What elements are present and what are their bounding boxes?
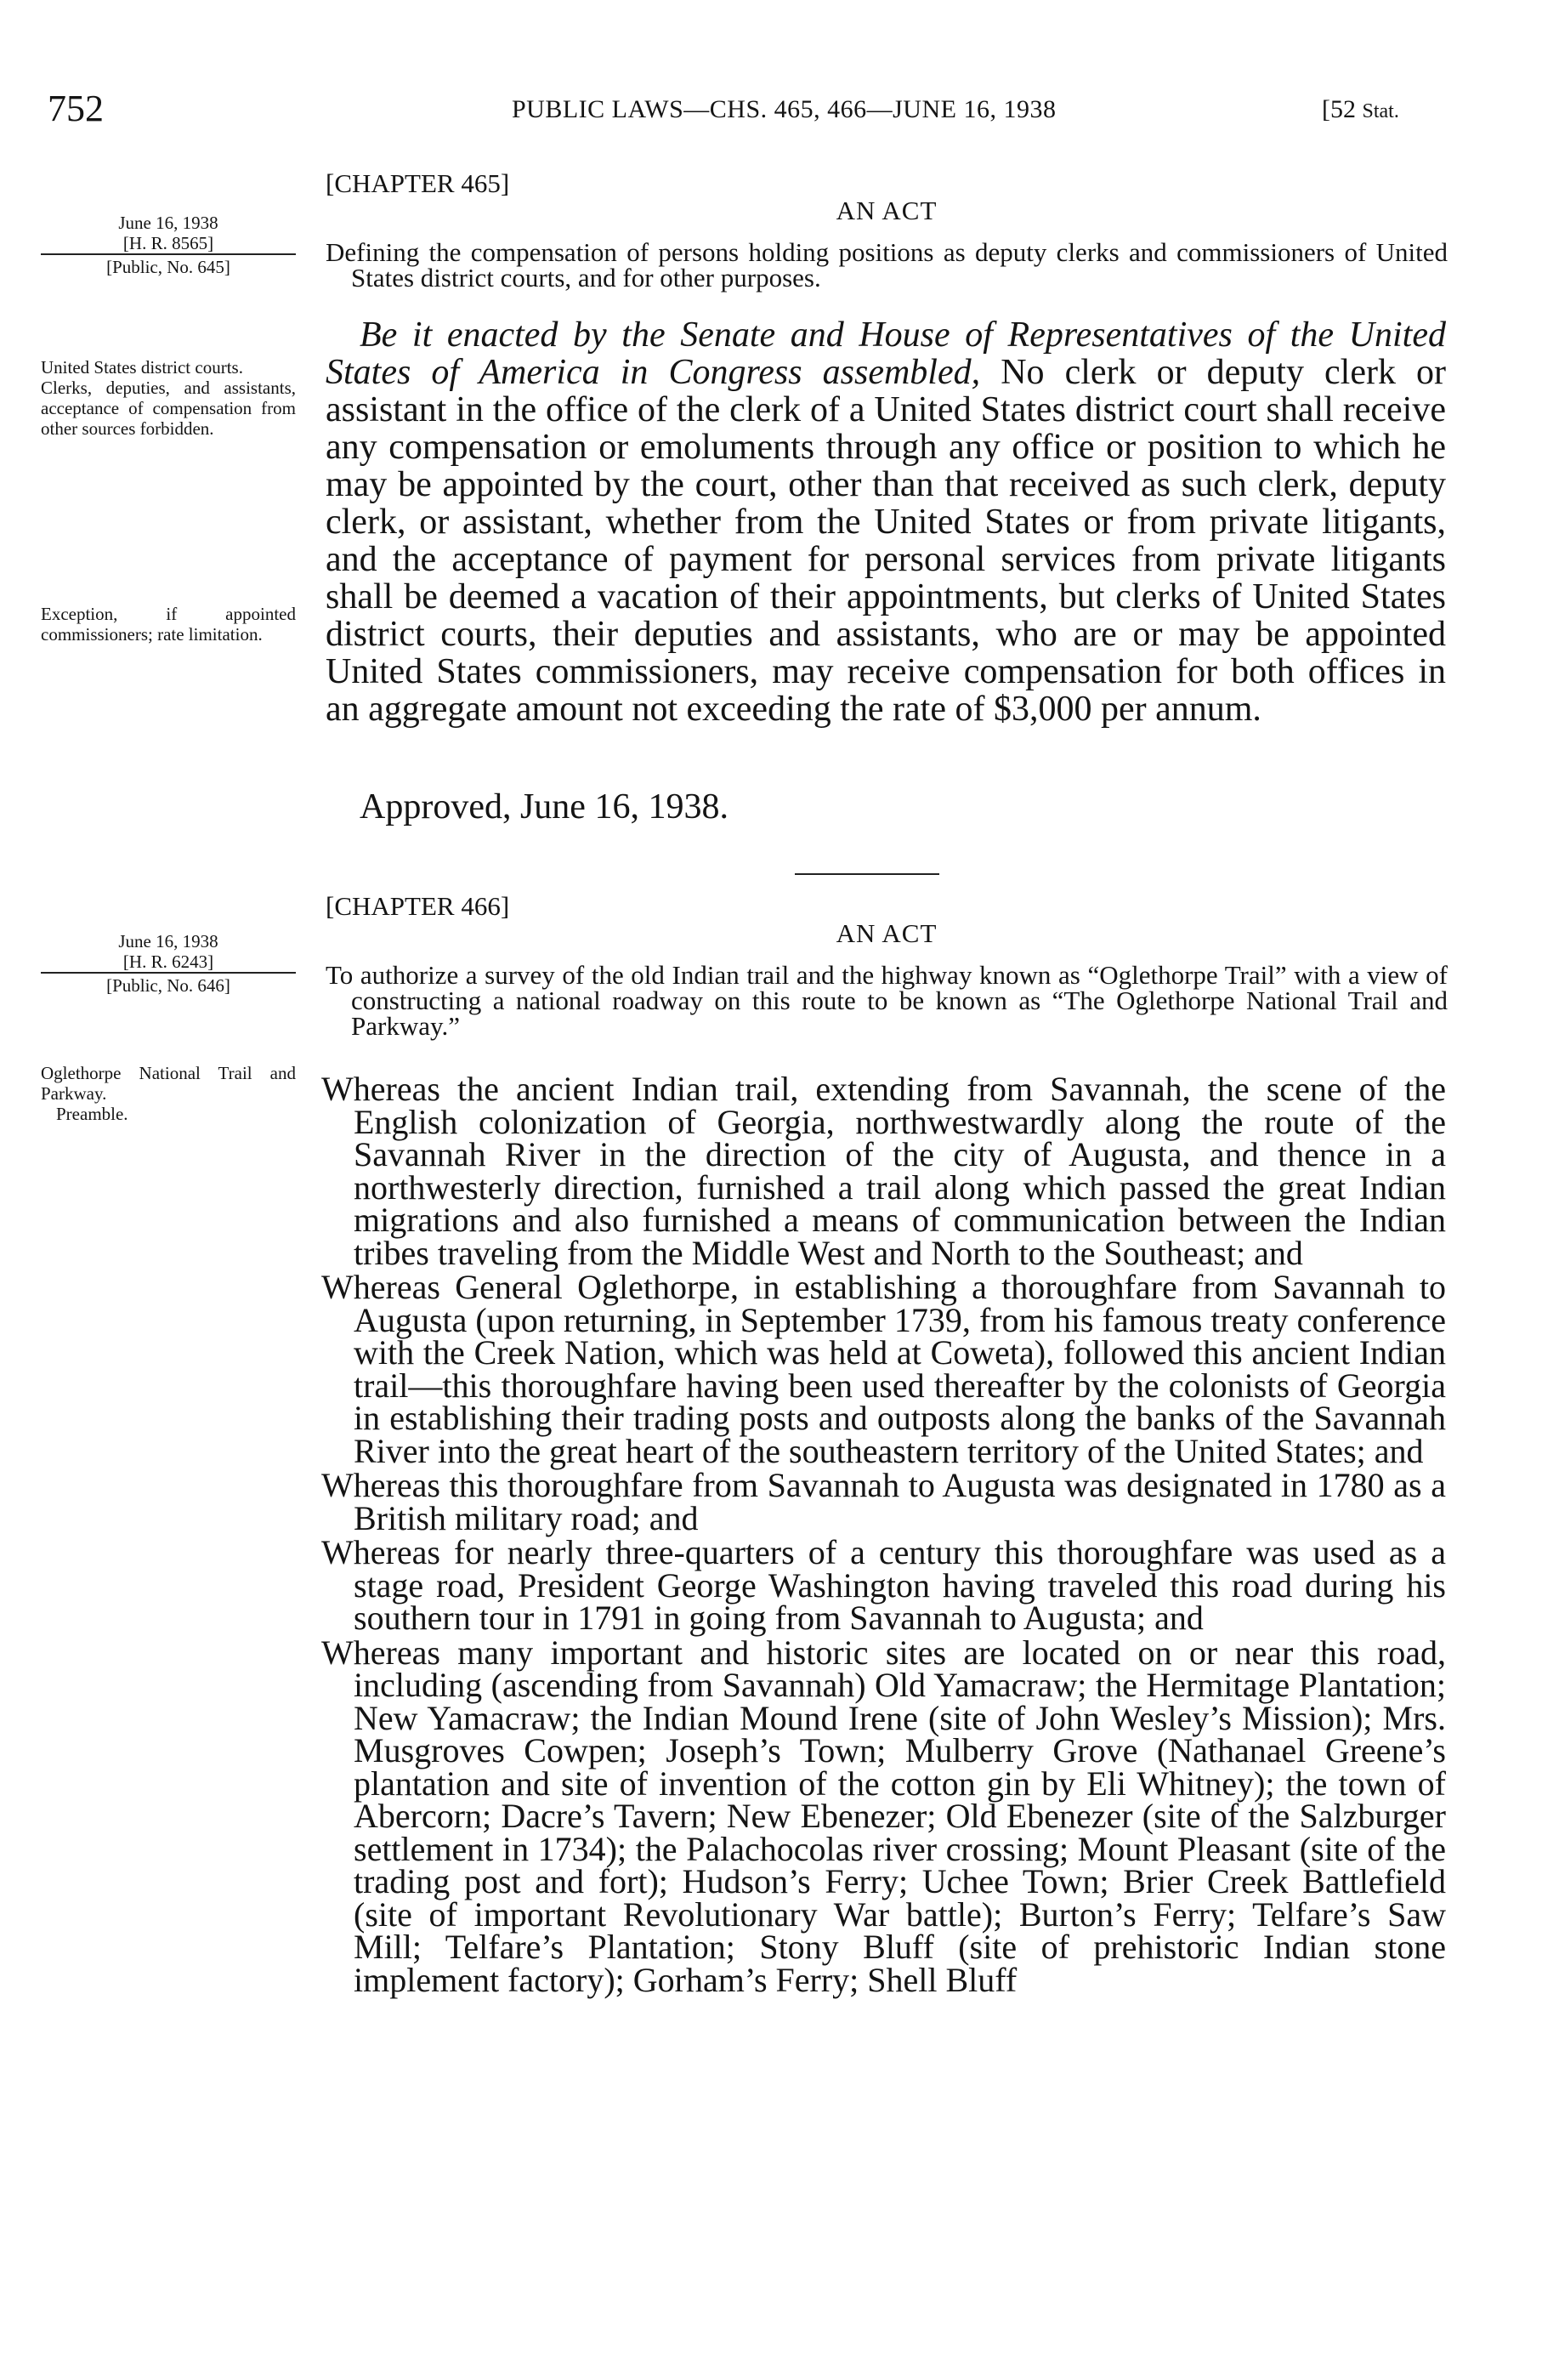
chapter-465-margin-citation: [41, 213, 296, 277]
volume-abbrev: Stat.: [1362, 100, 1399, 122]
chapter-466-heading: [CHAPTER 466]: [326, 891, 510, 921]
chapter-465-margin-notes: [41, 357, 296, 439]
section-text: [326, 316, 1446, 728]
margin-public-law-number: [Public, No. 645]: [41, 253, 296, 277]
chapter-465-approval: Approved, June 16, 1938.: [360, 787, 728, 826]
margin-note: United States district courts.: [41, 357, 243, 378]
margin-bill-number: [H. R. 8565]: [122, 233, 214, 253]
margin-public-law-number: [Public, No. 646]: [41, 972, 296, 996]
whereas-clause: Whereas for nearly three-quarters of a century this thoroughfare was used as a stage road, President George Washington having traveled this road during his southern tour in 1791 in going from Savannah to Augusta; and: [321, 1533, 1446, 1637]
margin-bill-number: [H. R. 6243]: [122, 951, 214, 972]
chapter-465-act-label: AN ACT: [836, 196, 938, 225]
chapter-466-margin-notes: [41, 1063, 296, 1124]
page-number: 752: [48, 88, 104, 129]
volume-number: [52: [1322, 95, 1356, 123]
running-head: [0, 87, 1542, 138]
enacting-clause: Be it enacted by the Senate and House of Representatives of the United States of America in Congress assembled,: [326, 315, 1446, 392]
margin-note: Oglethorpe National Trail and Parkway.: [41, 1063, 296, 1104]
chapter-465-heading: [CHAPTER 465]: [326, 168, 510, 198]
section-body: No clerk or deputy clerk or assistant in the office of the clerk of a United States district court shall receive any compensation or emoluments through any office or position to which he may be appointed by the court, other than that received as such clerk, deputy clerk, or assistant, whether from the United States or from private litigants, and the acceptance of payment for personal services from private litigants shall be deemed a vacation of their appointments, but clerks of United States district courts, their deputies and assistants, who are or may be appointed United States commissioners, may receive compensation for both offices in an aggregate amount not exceeding the rate of $3,000 per annum.: [326, 353, 1447, 729]
chapter-465-body: [326, 316, 1446, 728]
whereas-clause: Whereas this thoroughfare from Savannah to Augusta was designated in 1780 as a British military road; and: [321, 1466, 1446, 1537]
whereas-clause: Whereas many important and historic sites are located on or near this road, including (ascending from Savannah) Old Yamacraw; the Hermitage Plantation; New Yamacraw; the Indian Mound Irene (site of John Wesley’s Mission); Mrs. Musgroves Cowpen; Joseph’s Town; Mulberry Grove (Nathanael Greene’s plantation and site of invention of the cotton gin by Eli Whitney); the town of Abercorn; Dacre’s Tavern; New Ebenezer; Old Ebenezer (site of the Salzburger settlement in 1734); the Palachocolas river crossing; Mount Pleasant (site of the trading post and fort); Hudson’s Ferry; Uchee Town; Brier Creek Battlefield (site of important Revolutionary War battle); Burton’s Ferry; Telfare’s Saw Mill; Telfare’s Plantation; Stony Bluff (site of prehistoric Indian stone implement factory); Gorham’s Ferry; Shell Bluff: [321, 1633, 1446, 1999]
running-head-title: PUBLIC LAWS—CHS. 465, 466—JUNE 16, 1938: [512, 95, 1057, 123]
act-title-text: Defining the compensation of persons holding positions as deputy clerks and commissioners of United States district courts, and for other purposes.: [326, 237, 1448, 293]
act-title-text: To authorize a survey of the old Indian trail and the highway known as “Oglethorpe Trail” with a view of constructing a national roadway on this route to be known as “The Oglethorpe National Trail and Parkway.”: [326, 960, 1448, 1041]
volume-reference: [1322, 95, 1399, 124]
margin-date: June 16, 1938: [118, 931, 218, 951]
margin-note: Clerks, deputies, and assistants, acceptance of compensation from other sources forbidden.: [41, 378, 296, 439]
chapter-465-act-title: [326, 237, 1448, 293]
chapter-divider: [795, 873, 939, 875]
chapter-466-margin-citation: [41, 931, 296, 996]
chapter-466-act-label: AN ACT: [836, 918, 938, 948]
chapter-466-act-title: [326, 960, 1448, 1041]
chapter-465-margin-notes-2: [41, 604, 296, 645]
margin-note: Exception, if appointed commissioners; rate limitation.: [41, 604, 296, 645]
whereas-clause: Whereas the ancient Indian trail, extending from Savannah, the scene of the English colonization of Georgia, northwestwardly along the route of the Savannah River in the direction of the city of Augusta, and thence in a northwesterly direction, furnished a trail along which passed the great Indian migrations and also furnished a means of communication between the Indian tribes traveling from the Middle West and North to the Southeast; and: [321, 1070, 1446, 1272]
margin-note: Preamble.: [56, 1104, 128, 1124]
whereas-clause: Whereas General Oglethorpe, in establishing a thoroughfare from Savannah to Augusta (upon returning, in September 1739, from his famous treaty conference with the Creek Nation, which was held at Coweta), followed this ancient Indian trail—this thoroughfare having been used thereafter by the colonists of Georgia in establishing their trading posts and outposts along the banks of the Savannah River into the great heart of the southeastern territory of the United States; and: [321, 1268, 1446, 1470]
margin-date: June 16, 1938: [118, 213, 218, 233]
chapter-466-preamble: [321, 1070, 1446, 1999]
